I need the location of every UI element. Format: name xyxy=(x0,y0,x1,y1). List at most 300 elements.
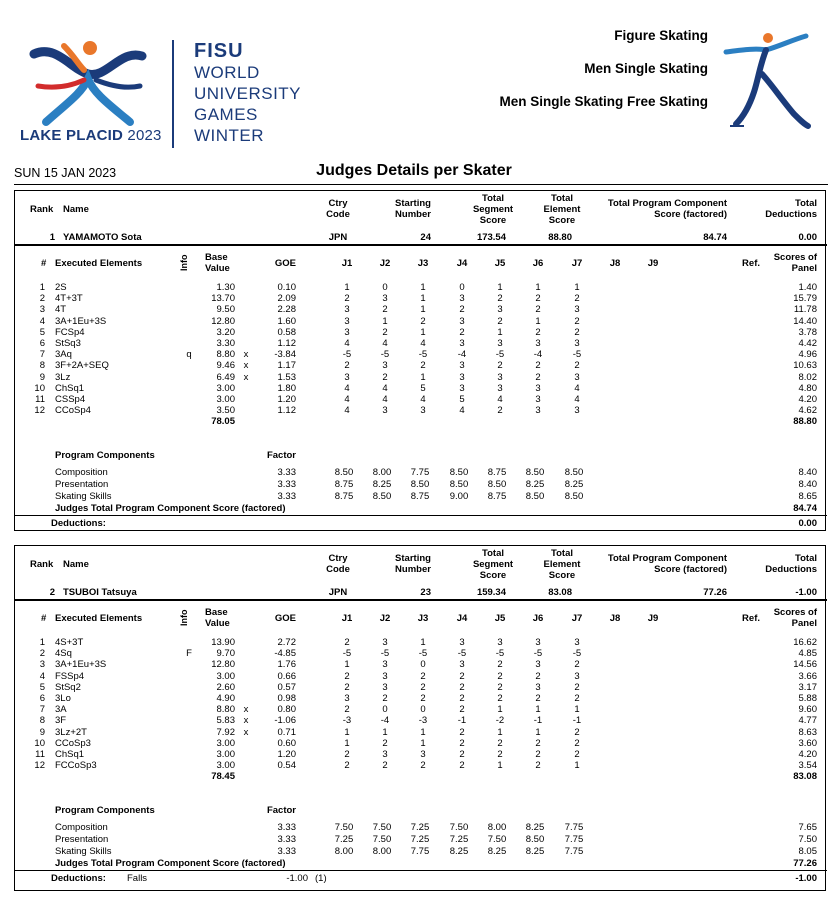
judge-score-j3: 2 xyxy=(420,315,426,327)
judge-score-j1: 2 xyxy=(344,749,350,760)
element-number: 12 xyxy=(34,405,45,417)
goe-value: 0.80 xyxy=(277,704,296,716)
judge-score-j5: 4 xyxy=(497,394,503,405)
judge-score-j3: 2 xyxy=(420,693,426,704)
component-judge-j5: 8.50 xyxy=(487,479,507,490)
element-code: CSSp4 xyxy=(55,394,86,405)
component-judge-j6: 8.50 xyxy=(525,834,545,845)
judge-score-j1: 2 xyxy=(344,293,350,305)
goe-value: 0.60 xyxy=(277,737,296,749)
judge-score-j3: -5 xyxy=(418,648,428,660)
judge-score-j7: 3 xyxy=(574,637,580,648)
skater-start-number: 24 xyxy=(420,232,431,243)
component-judge-j5: 7.50 xyxy=(487,834,507,845)
judge-score-j4: 2 xyxy=(459,681,465,693)
judge-score-j6: 3 xyxy=(535,394,541,405)
component-judge-j1: 8.75 xyxy=(334,491,354,502)
judge-score-j2: 3 xyxy=(382,749,388,760)
goe-value: 0.66 xyxy=(277,670,296,682)
judge-score-j6: 2 xyxy=(535,371,541,383)
judge-header-j6: J6 xyxy=(532,613,544,624)
judge-score-j2: 2 xyxy=(382,326,388,338)
judge-score-j7: 3 xyxy=(574,338,580,349)
base-value: 4.90 xyxy=(216,693,235,704)
component-judge-j6: 8.25 xyxy=(525,822,545,833)
fisu-line-5: WINTER xyxy=(194,126,265,145)
base-value: 3.00 xyxy=(216,737,235,749)
judge-score-j5: 1 xyxy=(497,760,503,772)
segment-header: Segment xyxy=(472,559,514,570)
component-judge-j6: 8.50 xyxy=(525,491,545,502)
judge-score-j1: 3 xyxy=(344,693,350,704)
judge-score-j4: -5 xyxy=(457,648,467,660)
panel-score: 15.79 xyxy=(793,293,817,305)
judge-score-j6: 3 xyxy=(535,637,541,648)
element-number: 3 xyxy=(39,304,45,316)
base-value: 6.49 xyxy=(216,371,235,383)
judge-score-j5: 3 xyxy=(497,304,503,316)
element-code: ChSq1 xyxy=(55,382,85,394)
deductions-divider xyxy=(15,870,827,871)
judge-score-j3: 1 xyxy=(420,326,426,338)
judges-total-pcs: 77.26 xyxy=(793,858,817,869)
judge-score-j1: 2 xyxy=(344,360,350,372)
bonus-marker: x xyxy=(243,349,249,361)
total-segment-header: Total xyxy=(482,548,504,559)
element-number: 8 xyxy=(39,360,45,372)
skater-country: JPN xyxy=(328,232,348,243)
element-code: 4T+3T xyxy=(55,293,83,305)
skater-start-number: 23 xyxy=(420,587,431,598)
skater-rank: 1 xyxy=(49,232,55,243)
number-col-header: # xyxy=(41,613,47,624)
judge-score-j4: 2 xyxy=(459,726,465,738)
factor-header: Factor xyxy=(266,805,296,816)
judge-score-j6: 3 xyxy=(535,681,541,693)
judge-header-j3: J3 xyxy=(417,613,429,624)
judge-score-j2: 3 xyxy=(382,670,388,682)
panel-score: 9.60 xyxy=(798,704,817,716)
base-value: 5.83 xyxy=(216,715,235,727)
number-header: Number xyxy=(395,564,431,575)
judge-score-j7: 3 xyxy=(574,670,580,682)
info-header: Info xyxy=(179,609,189,626)
judge-header-j4: J4 xyxy=(456,613,468,624)
judge-score-j6: 3 xyxy=(535,382,541,394)
judge-score-j2: 3 xyxy=(382,637,388,648)
bonus-marker: x xyxy=(243,726,249,738)
judge-score-j4: 2 xyxy=(459,670,465,682)
judge-score-j3: 1 xyxy=(420,737,426,749)
ctry-header: Ctry xyxy=(328,553,348,564)
component-judge-j2: 8.50 xyxy=(372,491,392,502)
element-info: F xyxy=(186,648,192,660)
judge-score-j1: 4 xyxy=(344,382,350,394)
judge-score-j3: 1 xyxy=(420,371,426,383)
judges-total-pcs-label: Judges Total Program Component Score (factored) xyxy=(55,858,286,869)
judge-score-j1: 2 xyxy=(344,670,350,682)
judge-score-j4: 3 xyxy=(459,637,465,648)
judge-score-j2: 1 xyxy=(382,726,388,738)
judge-score-j3: 3 xyxy=(420,749,426,760)
judge-score-j7: 2 xyxy=(574,737,580,749)
component-factor: 3.33 xyxy=(277,467,296,478)
judge-score-j4: 2 xyxy=(459,693,465,704)
judge-header-j7: J7 xyxy=(571,613,583,624)
element-code: 3Lz+2T xyxy=(55,726,87,738)
judge-score-j7: -1 xyxy=(572,715,582,727)
segment-score: 159.34 xyxy=(476,587,506,598)
element-number: 7 xyxy=(39,704,45,716)
component-judge-j4: 8.50 xyxy=(449,467,469,478)
judge-score-j7: 4 xyxy=(574,394,580,405)
component-judge-j2: 8.25 xyxy=(372,479,392,490)
goe-value: 1.80 xyxy=(277,382,296,394)
judge-score-j5: 1 xyxy=(497,282,503,293)
judge-score-j7: -5 xyxy=(572,648,582,660)
judge-header-j2: J2 xyxy=(379,613,391,624)
value-header: Value xyxy=(205,618,230,629)
judge-score-j7: 2 xyxy=(574,293,580,305)
base-value: 3.30 xyxy=(216,338,235,349)
fisu-wordmark xyxy=(194,40,301,146)
panel-score: 3.66 xyxy=(798,670,817,682)
base-value: 3.50 xyxy=(216,405,235,417)
element-code: 3F xyxy=(55,715,67,727)
judge-header-j4: J4 xyxy=(456,258,468,269)
judge-score-j6: -1 xyxy=(533,715,543,727)
panel-score: 14.56 xyxy=(793,659,817,671)
judge-score-j7: 3 xyxy=(574,405,580,417)
element-number: 4 xyxy=(39,315,45,327)
element-score: 83.08 xyxy=(548,587,572,598)
judge-score-j2: 2 xyxy=(382,304,388,316)
element-score-header: Score xyxy=(548,215,576,226)
goe-value: 0.54 xyxy=(277,760,296,772)
segment-score: 173.54 xyxy=(476,232,506,243)
goe-value: 1.12 xyxy=(277,405,296,417)
judge-score-j7: 4 xyxy=(574,382,580,394)
base-value: 9.70 xyxy=(216,648,235,660)
judge-score-j3: 5 xyxy=(420,382,426,394)
component-panel-score: 8.40 xyxy=(798,479,817,490)
skater-section xyxy=(14,545,826,891)
component-judge-j3: 7.75 xyxy=(410,467,430,478)
goe-value: 0.71 xyxy=(277,726,296,738)
base-header: Base xyxy=(205,252,228,263)
judge-score-j7: 1 xyxy=(574,704,580,716)
executed-elements-header: Executed Elements xyxy=(55,258,143,269)
component-judge-j4: 8.50 xyxy=(449,479,469,490)
judge-score-j3: 2 xyxy=(420,760,426,772)
element-score-total: 88.80 xyxy=(793,416,817,428)
goe-value: 1.20 xyxy=(277,394,296,405)
deductions-header: Deductions xyxy=(765,209,817,220)
judge-score-j4: 3 xyxy=(459,360,465,372)
judge-score-j7: 2 xyxy=(574,315,580,327)
component-judge-j5: 8.00 xyxy=(487,822,507,833)
goe-value: 2.09 xyxy=(277,293,296,305)
event-title: Men Single Skating xyxy=(584,61,708,76)
component-judge-j4: 7.25 xyxy=(449,834,469,845)
judge-score-j4: 0 xyxy=(459,282,465,293)
judge-score-j7: 1 xyxy=(574,282,580,293)
judge-score-j2: 3 xyxy=(382,405,388,417)
judge-score-j4: 3 xyxy=(459,338,465,349)
judge-score-j5: 2 xyxy=(497,737,503,749)
component-judge-j7: 7.75 xyxy=(564,846,584,857)
component-judge-j4: 9.00 xyxy=(449,491,469,502)
component-judge-j5: 8.25 xyxy=(487,846,507,857)
rank-header: Rank xyxy=(30,204,54,215)
judge-score-j5: 2 xyxy=(497,681,503,693)
component-judge-j6: 8.50 xyxy=(525,467,545,478)
judge-score-j5: 2 xyxy=(497,360,503,372)
judge-score-j6: 2 xyxy=(535,670,541,682)
component-judge-j1: 7.25 xyxy=(334,834,354,845)
judge-score-j3: 2 xyxy=(420,681,426,693)
judge-score-j6: 1 xyxy=(535,315,541,327)
judge-score-j4: -1 xyxy=(457,715,467,727)
judge-score-j4: 3 xyxy=(459,382,465,394)
panel-score: 8.02 xyxy=(798,371,817,383)
element-code: 3A+1Eu+3S xyxy=(55,315,107,327)
component-judge-j6: 8.25 xyxy=(525,846,545,857)
judge-score-j3: -5 xyxy=(418,349,428,361)
judge-score-j7: -5 xyxy=(572,349,582,361)
name-header: Name xyxy=(63,204,89,215)
skater-country: JPN xyxy=(328,587,348,598)
judge-score-j2: 4 xyxy=(382,338,388,349)
goe-value: 0.98 xyxy=(277,693,296,704)
panel-score: 4.20 xyxy=(798,749,817,760)
base-value: 3.20 xyxy=(216,326,235,338)
base-header: Base xyxy=(205,607,228,618)
component-judge-j7: 8.50 xyxy=(564,491,584,502)
panel-score: 4.42 xyxy=(798,338,817,349)
element-code: 3Aq xyxy=(55,349,72,361)
component-judge-j1: 8.00 xyxy=(334,846,354,857)
component-judge-j5: 8.75 xyxy=(487,467,507,478)
total-segment-header: Total xyxy=(482,193,504,204)
judge-score-j5: 3 xyxy=(497,382,503,394)
panel-score: 8.63 xyxy=(798,726,817,738)
skater-name: TSUBOI Tatsuya xyxy=(63,587,137,598)
judge-score-j4: 2 xyxy=(459,704,465,716)
figure-skater-icon xyxy=(722,30,812,130)
goe-value: 1.17 xyxy=(277,360,296,372)
judge-score-j1: 4 xyxy=(344,394,350,405)
element-number: 8 xyxy=(39,715,45,727)
segment-title: Men Single Skating Free Skating xyxy=(499,94,708,109)
element-number: 4 xyxy=(39,670,45,682)
judge-score-j3: 4 xyxy=(420,394,426,405)
ref-header: Ref. xyxy=(742,613,760,624)
judge-score-j6: 2 xyxy=(535,760,541,772)
component-judge-j7: 8.25 xyxy=(564,479,584,490)
judge-score-j6: 2 xyxy=(535,737,541,749)
panel-score: 10.63 xyxy=(793,360,817,372)
judge-score-j3: -3 xyxy=(418,715,428,727)
goe-header: GOE xyxy=(274,613,296,624)
goe-value: 0.10 xyxy=(277,282,296,293)
base-value: 9.46 xyxy=(216,360,235,372)
judge-score-j5: 3 xyxy=(497,371,503,383)
goe-value: 2.72 xyxy=(277,637,296,648)
segment-header: Segment xyxy=(472,204,514,215)
judge-score-j5: 2 xyxy=(497,293,503,305)
judge-score-j3: 2 xyxy=(420,360,426,372)
judge-score-j1: 2 xyxy=(344,704,350,716)
component-judge-j1: 8.50 xyxy=(334,467,354,478)
fisu-line-2: WORLD xyxy=(194,63,260,82)
deduction-count: (1) xyxy=(315,873,327,884)
judge-header-j3: J3 xyxy=(417,258,429,269)
judge-score-j6: 2 xyxy=(535,360,541,372)
base-value-total: 78.05 xyxy=(211,416,235,428)
judge-header-j6: J6 xyxy=(532,258,544,269)
name-header: Name xyxy=(63,559,89,570)
element-number: 1 xyxy=(39,282,45,293)
judge-score-j1: 2 xyxy=(344,637,350,648)
page-title: Judges Details per Skater xyxy=(316,162,512,179)
judge-score-j5: 2 xyxy=(497,405,503,417)
logo-divider xyxy=(172,40,174,148)
element-code: CCoSp4 xyxy=(55,405,91,417)
component-judge-j1: 7.50 xyxy=(334,822,354,833)
element-code: 3A+1Eu+3S xyxy=(55,659,107,671)
base-value: 2.60 xyxy=(216,681,235,693)
component-judge-j7: 7.75 xyxy=(564,834,584,845)
element-number: 10 xyxy=(34,737,45,749)
judge-score-j4: 3 xyxy=(459,315,465,327)
panel-score: 4.85 xyxy=(798,648,817,660)
component-factor: 3.33 xyxy=(277,822,296,833)
judge-score-j1: 3 xyxy=(344,315,350,327)
tpc-header: Total Program Component xyxy=(607,553,727,564)
element-code: CCoSp3 xyxy=(55,737,91,749)
judge-score-j4: 3 xyxy=(459,293,465,305)
scores-of-header: Scores of xyxy=(773,252,817,263)
total-element-header: Total xyxy=(551,548,573,559)
judge-score-j3: 1 xyxy=(420,293,426,305)
judge-score-j5: 2 xyxy=(497,315,503,327)
executed-elements-header: Executed Elements xyxy=(55,613,143,624)
info-header: Info xyxy=(179,254,189,271)
judge-score-j2: -5 xyxy=(380,648,390,660)
judge-score-j7: 1 xyxy=(574,760,580,772)
judge-score-j2: 4 xyxy=(382,394,388,405)
segment-score-header: Score xyxy=(479,570,507,581)
deductions-header: Deductions xyxy=(765,564,817,575)
component-name: Composition xyxy=(55,467,108,478)
component-judge-j3: 7.75 xyxy=(410,846,430,857)
component-judge-j4: 8.25 xyxy=(449,846,469,857)
component-panel-score: 7.50 xyxy=(798,834,817,845)
base-value: 12.80 xyxy=(211,659,235,671)
base-value: 7.92 xyxy=(216,726,235,738)
judge-score-j7: 2 xyxy=(574,726,580,738)
bonus-marker: x xyxy=(243,371,249,383)
logo-year: 2023 xyxy=(127,127,162,144)
judge-header-j5: J5 xyxy=(494,258,506,269)
judge-header-j9: J9 xyxy=(647,613,659,624)
element-code: 3Lo xyxy=(55,693,71,704)
judge-header-j8: J8 xyxy=(609,258,621,269)
panel-header: Panel xyxy=(791,618,817,629)
judge-header-j9: J9 xyxy=(647,258,659,269)
judge-header-j2: J2 xyxy=(379,258,391,269)
goe-value: -1.06 xyxy=(274,715,296,727)
goe-value: 1.53 xyxy=(277,371,296,383)
base-value: 3.00 xyxy=(216,670,235,682)
judge-score-j2: 3 xyxy=(382,293,388,305)
judge-score-j6: -5 xyxy=(533,648,543,660)
judge-score-j7: 2 xyxy=(574,693,580,704)
judge-score-j2: 1 xyxy=(382,315,388,327)
judge-score-j6: 2 xyxy=(535,749,541,760)
judge-score-j1: 2 xyxy=(344,681,350,693)
judge-score-j6: 2 xyxy=(535,304,541,316)
element-number: 2 xyxy=(39,293,45,305)
judge-score-j7: 2 xyxy=(574,749,580,760)
goe-value: 1.60 xyxy=(277,315,296,327)
ctry-header: Ctry xyxy=(328,198,348,209)
component-name: Skating Skills xyxy=(55,846,112,857)
page-header xyxy=(0,0,828,160)
panel-score: 4.96 xyxy=(798,349,817,361)
element-number: 9 xyxy=(39,726,45,738)
element-number: 6 xyxy=(39,693,45,704)
component-judge-j2: 8.00 xyxy=(372,467,392,478)
judge-score-j5: 1 xyxy=(497,726,503,738)
element-number: 9 xyxy=(39,371,45,383)
summary-divider xyxy=(15,244,827,246)
element-code: 2S xyxy=(55,282,67,293)
judge-score-j1: 1 xyxy=(344,282,350,293)
panel-header: Panel xyxy=(791,263,817,274)
judge-score-j6: 1 xyxy=(535,704,541,716)
judge-score-j5: -5 xyxy=(495,349,505,361)
pcs-score: 77.26 xyxy=(703,587,727,598)
base-value: 9.50 xyxy=(216,304,235,316)
goe-value: 0.57 xyxy=(277,681,296,693)
summary-divider xyxy=(15,599,827,601)
component-factor: 3.33 xyxy=(277,479,296,490)
deductions-label: Deductions: xyxy=(51,518,106,529)
goe-value: 0.58 xyxy=(277,326,296,338)
judge-header-j5: J5 xyxy=(494,613,506,624)
tpc-factored-header: Score (factored) xyxy=(654,564,727,575)
segment-score-header: Score xyxy=(479,215,507,226)
component-judge-j7: 7.75 xyxy=(564,822,584,833)
component-panel-score: 7.65 xyxy=(798,822,817,833)
value-header: Value xyxy=(205,263,230,274)
judge-score-j1: 1 xyxy=(344,726,350,738)
judge-score-j3: 1 xyxy=(420,304,426,316)
judge-score-j6: 2 xyxy=(535,693,541,704)
panel-score: 3.60 xyxy=(798,737,817,749)
element-code: 3F+2A+SEQ xyxy=(55,360,109,372)
judge-score-j1: 3 xyxy=(344,371,350,383)
judge-score-j5: 2 xyxy=(497,659,503,671)
judge-score-j4: 2 xyxy=(459,737,465,749)
component-factor: 3.33 xyxy=(277,846,296,857)
goe-value: 1.12 xyxy=(277,338,296,349)
element-number: 5 xyxy=(39,681,45,693)
deduction-value: -1.00 xyxy=(286,873,308,884)
component-judge-j3: 7.25 xyxy=(410,834,430,845)
